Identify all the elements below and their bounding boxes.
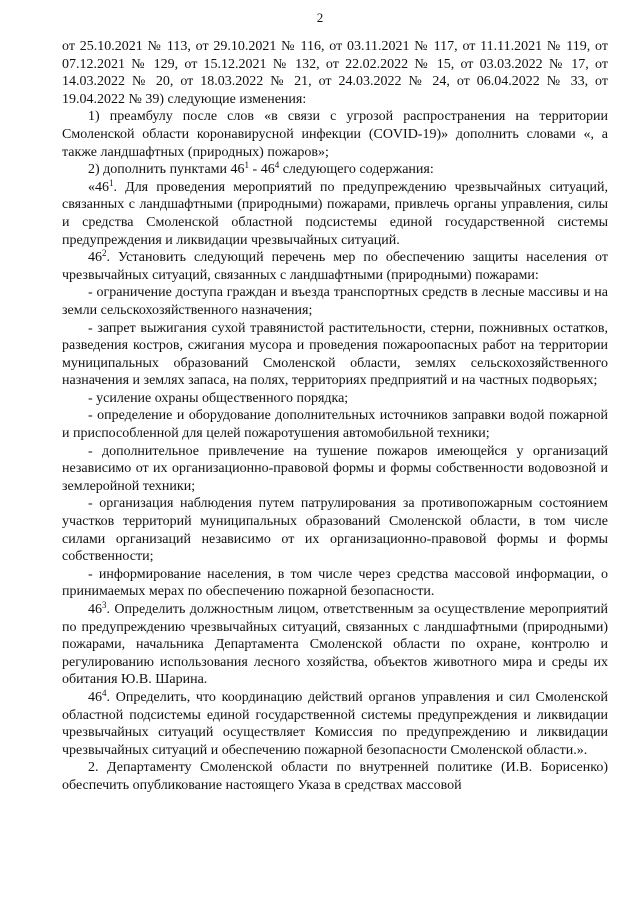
list-item-public-order: - усиление охраны общественного порядка; (88, 390, 349, 406)
paragraph-46-4: $46^4$. Определить, что координацию действий органов управления и сил Смоленской областной подсистемы единой государственной системы предупреждения и ликвидации чрезвычайных ситуаций осуществляет Комиссия по предупреждению и ликвидации чрезвычайных ситуаций и обеспечению пожарной безопасности Смоленской области.». (62, 687, 608, 758)
paragraph-item-2: 2) дополнить пунктами $46^1 - 46^4$ следующего содержания: (88, 160, 434, 178)
paragraph-46-2: $46^2$. Установить следующий перечень мер по обеспечению защиты населения от чрезвычайных ситуаций, связанных с ландшафтными (природными) пожарами: (62, 248, 608, 283)
list-item-burning-ban: - запрет выжигания сухой травянистой растительности, стерни, пожнивных остатков, разведения костров, сжигания мусора и проведения пожароопасных работ на территории муниципальных образований Смоленской области, землях сельскохозяйственного назначения и землях запаса, на полях, территориях предприятий и на частных подворьях; (62, 320, 608, 389)
paragraph-item-1: 1) преамбулу после слов «в связи с угрозой распространения на территории Смоленской области коронавирусной инфекции (COVID-19)» дополнить словами «, а также ландшафтных (природных) пожаров»; (62, 109, 608, 160)
list-item-equipment: - дополнительное привлечение на тушение пожаров имеющейся у организаций независимо от их организационно-правовой формы и формы собственности водовозной и землеройной техники; (62, 443, 608, 494)
paragraph-item-2-department: 2. Департаменту Смоленской области по внутренней политике (И.В. Борисенко) обеспечить опубликование настоящего Указа в средствах массовой (62, 760, 608, 793)
list-item-patrolling: - организация наблюдения путем патрулирования за противопожарным состоянием участков территорий муниципальных образований Смоленской области, в том числе силами организаций независимо от их организационно-правовой формы и формы собственности; (62, 496, 608, 565)
list-item-informing: - информирование населения, в том числе через средства массовой информации, о принимаемых мерах по обеспечению пожарной безопасности. (62, 566, 608, 600)
paragraph-46-3: $46^3$. Определить должностным лицом, ответственным за осуществление мероприятий по предупреждению чрезвычайных ситуаций, связанных с ландшафтными (природными) пожарами, начальника Департамента Смоленской области по охране, контролю и регулированию использования лесного хозяйства, объектов животного мира и среды их обитания Ю.В. Шарина. (62, 600, 608, 688)
list-item-access-restriction: - ограничение доступа граждан и въезда транспортных средств в лесные массивы и на земли сельскохозяйственного назначения; (62, 285, 608, 318)
list-item-water-sources: - определение и оборудование дополнительных источников заправки водой пожарной и приспособленной для целей пожаротушения автомобильной техники; (62, 408, 608, 442)
paragraph-46-1: «$46^1$. Для проведения мероприятий по предупреждению чрезвычайных ситуаций, связанных с ландшафтными (природными) пожарами, привлечь органы управления, силы и средства Смоленской областной подсистемы единой государственной системы предупреждения и ликвидации чрезвычайных ситуаций. (62, 177, 608, 248)
document-body (62, 38, 608, 795)
paragraph-continuation: от 25.10.2021 № 113, от 29.10.2021 № 116, от 03.11.2021 № 117, от 11.11.2021 № 119, от 07.12.2021 № 129, от 15.12.2021 № 132, от 22.02.2022 № 15, от 03.03.2022 № 17, от 14.03.2022 № 20, от 18.03.2022 № 21, от 24.03.2022 № 24, от 06.04.2022 № 33, от 19.04.2022 № 39) следующие изменения: (62, 39, 608, 107)
page-number: 2 (316, 10, 324, 25)
